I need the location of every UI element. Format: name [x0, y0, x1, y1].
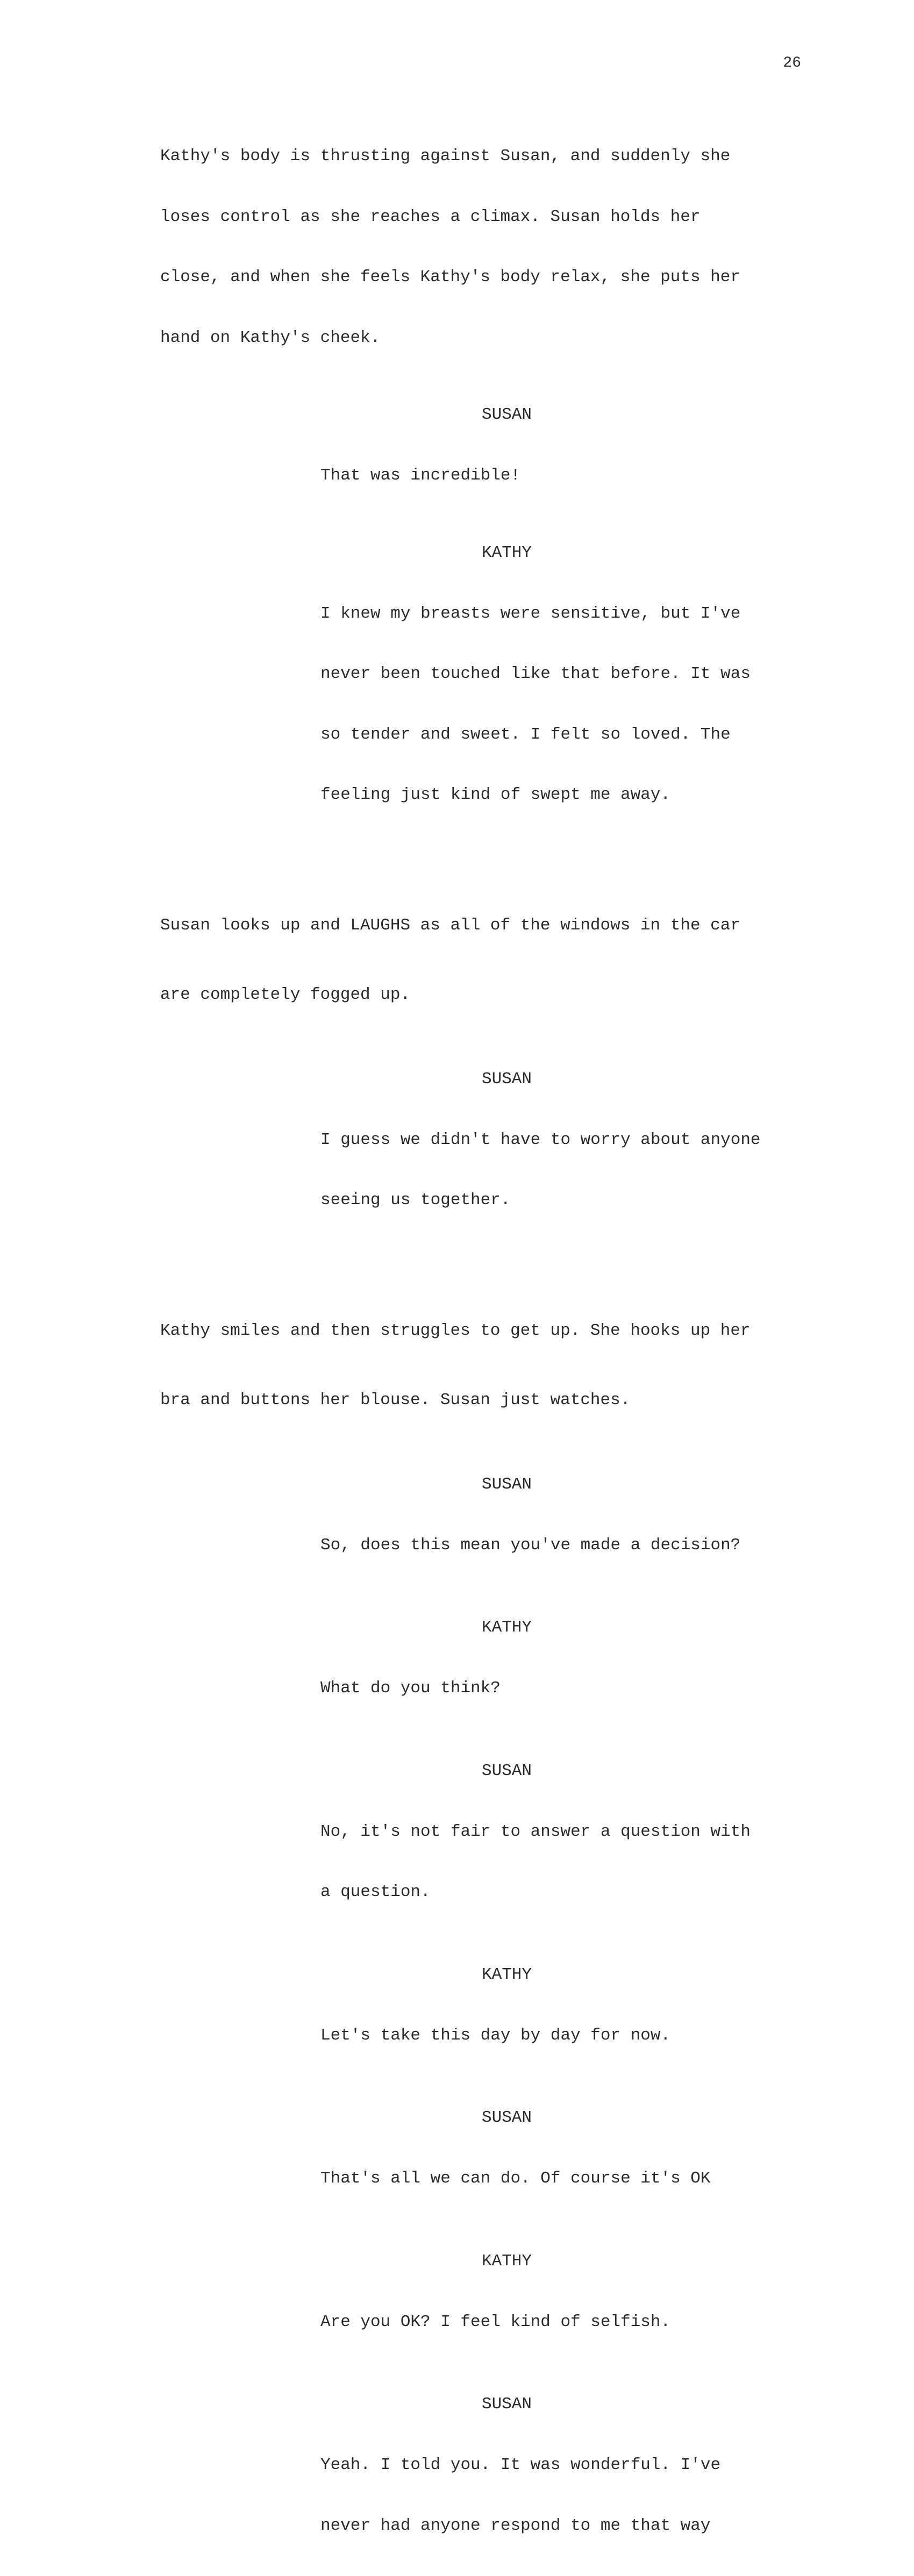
action-line: are completely fogged up.: [160, 985, 411, 1004]
dialogue-block: [160, 1495, 804, 1596]
action-paragraph: [160, 106, 811, 388]
dialogue-line: What do you think?: [320, 1679, 501, 1698]
dialogue-line: never had anyone respond to me that way: [320, 2516, 711, 2535]
character-cue: KATHY: [482, 2251, 532, 2271]
action-line: Kathy smiles and then struggles to get up. She hooks up her: [160, 1321, 751, 1340]
dialogue-line: I knew my breasts were sensitive, but I've: [320, 604, 741, 623]
character-cue: SUSAN: [482, 1069, 532, 1089]
action-line: hand on Kathy's cheek.: [160, 328, 381, 347]
dialogue-line: feeling just kind of swept me away.: [320, 785, 671, 804]
action-paragraph: [160, 1273, 811, 1458]
dialogue-block: [160, 2128, 804, 2229]
dialogue-block: [160, 1638, 804, 1739]
character-cue: KATHY: [482, 543, 532, 562]
dialogue-line: a question.: [320, 1883, 431, 1901]
dialogue-block: [160, 1090, 804, 1251]
dialogue-line: That was incredible!: [320, 466, 521, 485]
script-content: [160, 106, 811, 2576]
dialogue-line: No, it's not fair to answer a question with: [320, 1822, 751, 1841]
dialogue-block: [160, 1781, 804, 1943]
character-cue: KATHY: [482, 1965, 532, 1984]
dialogue-line: That's all we can do. Of course it's OK: [320, 2169, 711, 2188]
character-cue: SUSAN: [482, 1475, 532, 1494]
action-paragraph: [160, 868, 811, 1053]
dialogue-block: [160, 1985, 804, 2086]
character-cue: KATHY: [482, 1618, 532, 1637]
dialogue-line: I guess we didn't have to worry about anyone: [320, 1130, 761, 1149]
dialogue-block: [160, 563, 804, 846]
dialogue-block: [160, 2415, 804, 2576]
action-line: bra and buttons her blouse. Susan just watches.: [160, 1390, 631, 1409]
character-cue: SUSAN: [482, 2395, 532, 2414]
dialogue-line: Let's take this day by day for now.: [320, 2026, 671, 2045]
character-cue: SUSAN: [482, 2108, 532, 2127]
dialogue-line: So, does this mean you've made a decision?: [320, 1535, 741, 1555]
dialogue-line: never been touched like that before. It was: [320, 664, 751, 683]
action-line: Susan looks up and LAUGHS as all of the windows in the car: [160, 915, 740, 935]
page-number: 26: [783, 55, 801, 71]
action-line: loses control as she reaches a climax. Susan holds her: [160, 207, 701, 226]
action-line: Kathy's body is thrusting against Susan, and suddenly she: [160, 147, 731, 166]
dialogue-line: Are you OK? I feel kind of selfish.: [320, 2312, 671, 2331]
dialogue-line: Yeah. I told you. It was wonderful. I've: [320, 2456, 721, 2474]
character-cue: SUSAN: [482, 405, 532, 424]
character-cue: SUSAN: [482, 1761, 532, 1780]
dialogue-block: [160, 2272, 804, 2373]
dialogue-line: so tender and sweet. I felt so loved. The: [320, 725, 731, 744]
action-line: close, and when she feels Kathy's body relax, she puts her: [160, 268, 740, 287]
dialogue-line: seeing us together.: [320, 1191, 511, 1210]
dialogue-block: [160, 425, 804, 526]
